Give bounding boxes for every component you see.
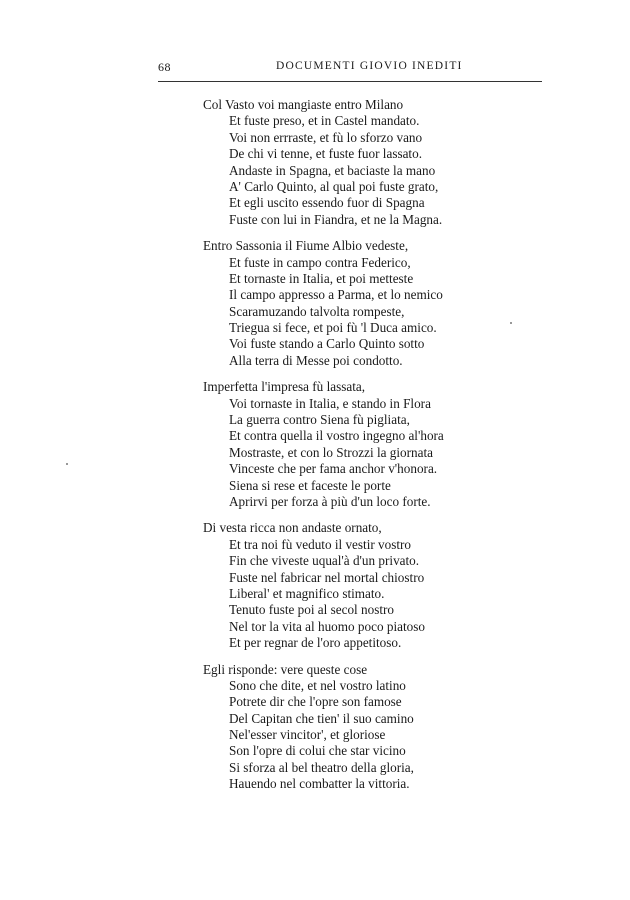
verse-line: Andaste in Spagna, et baciaste la mano xyxy=(229,162,436,178)
verse-line: Hauendo nel combatter la vittoria. xyxy=(229,776,410,792)
verse-line: Voi non errraste, et fù lo sforzo vano xyxy=(229,129,423,145)
stanza-2 xyxy=(203,238,533,369)
verse-line: Potrete dir che l'opre son famose xyxy=(229,694,402,710)
verse-line: Et per regnar de l'oro appetitoso. xyxy=(229,635,402,651)
verse-line: Mostraste, et con lo Strozzi la giornata xyxy=(229,444,433,460)
verse-line: Di vesta ricca non andaste ornato, xyxy=(203,520,382,536)
running-title: DOCUMENTI GIOVIO INEDITI xyxy=(276,60,463,72)
stanza-3 xyxy=(203,379,533,510)
verse-line: Liberal' et magnifico stimato. xyxy=(229,585,385,601)
verse-line: Scaramuzando talvolta rompeste, xyxy=(229,303,405,319)
stanza-5 xyxy=(203,662,533,793)
verse-line: Del Capitan che tien' il suo camino xyxy=(229,710,414,726)
verse-line: Vinceste che per fama anchor v'honora. xyxy=(229,461,438,477)
verse-line: Et tornaste in Italia, et poi metteste xyxy=(229,270,414,286)
verse-line: Fin che viveste uqual'à d'un privato. xyxy=(229,553,420,569)
page-header xyxy=(158,60,542,82)
header-rule xyxy=(158,81,542,82)
verse-line: Sono che dite, et nel vostro latino xyxy=(229,677,406,693)
verse-line: Siena si rese et faceste le porte xyxy=(229,477,391,493)
verse-line: Alla terra di Messe poi condotto. xyxy=(229,352,403,368)
verse-line: Aprirvi per forza à più d'un loco forte. xyxy=(229,493,431,509)
verse-line: Imperfetta l'impresa fù lassata, xyxy=(203,379,366,395)
verse-line: Voi tornaste in Italia, e stando in Flora xyxy=(229,395,431,411)
verse-line: Et egli uscito essendo fuor di Spagna xyxy=(229,195,425,211)
verse-line: Et fuste in campo contra Federico, xyxy=(229,254,411,270)
verse-line: Et tra noi fù veduto il vestir vostro xyxy=(229,536,412,552)
scan-speck xyxy=(66,463,68,465)
verse-line: De chi vi tenne, et fuste fuor lassato. xyxy=(229,146,422,162)
verse-line: A' Carlo Quinto, al qual poi fuste grato, xyxy=(229,178,439,194)
verse-line: Egli risponde: vere queste cose xyxy=(203,661,368,677)
verse-line: Son l'opre di colui che star vicino xyxy=(229,743,406,759)
verse-line: Triegua si fece, et poi fù 'l Duca amico. xyxy=(229,320,437,336)
verse-line: La guerra contro Siena fù pigliata, xyxy=(229,412,410,428)
verse-line: Et fuste preso, et in Castel mandato. xyxy=(229,113,420,129)
verse-line: Si sforza al bel theatro della gloria, xyxy=(229,759,414,775)
stanza-1 xyxy=(203,97,533,228)
verse-line: Il campo appresso a Parma, et lo nemico xyxy=(229,287,443,303)
verse-line: Nel'esser vincitor', et gloriose xyxy=(229,727,386,743)
page-number: 68 xyxy=(158,60,171,74)
verse-line: Fuste con lui in Fiandra, et ne la Magna. xyxy=(229,211,443,227)
verse-line: Et contra quella il vostro ingegno al'hora xyxy=(229,428,444,444)
verse-line: Voi fuste stando a Carlo Quinto sotto xyxy=(229,336,425,352)
verse-line: Fuste nel fabricar nel mortal chiostro xyxy=(229,569,425,585)
poem-body xyxy=(203,97,533,803)
verse-line: Tenuto fuste poi al secol nostro xyxy=(229,602,394,618)
stanza-4 xyxy=(203,520,533,651)
verse-line: Col Vasto voi mangiaste entro Milano xyxy=(203,97,404,112)
scan-speck xyxy=(510,322,512,324)
verse-line: Entro Sassonia il Fiume Albio vedeste, xyxy=(203,238,409,254)
verse-line: Nel tor la vita al huomo poco piatoso xyxy=(229,618,425,634)
